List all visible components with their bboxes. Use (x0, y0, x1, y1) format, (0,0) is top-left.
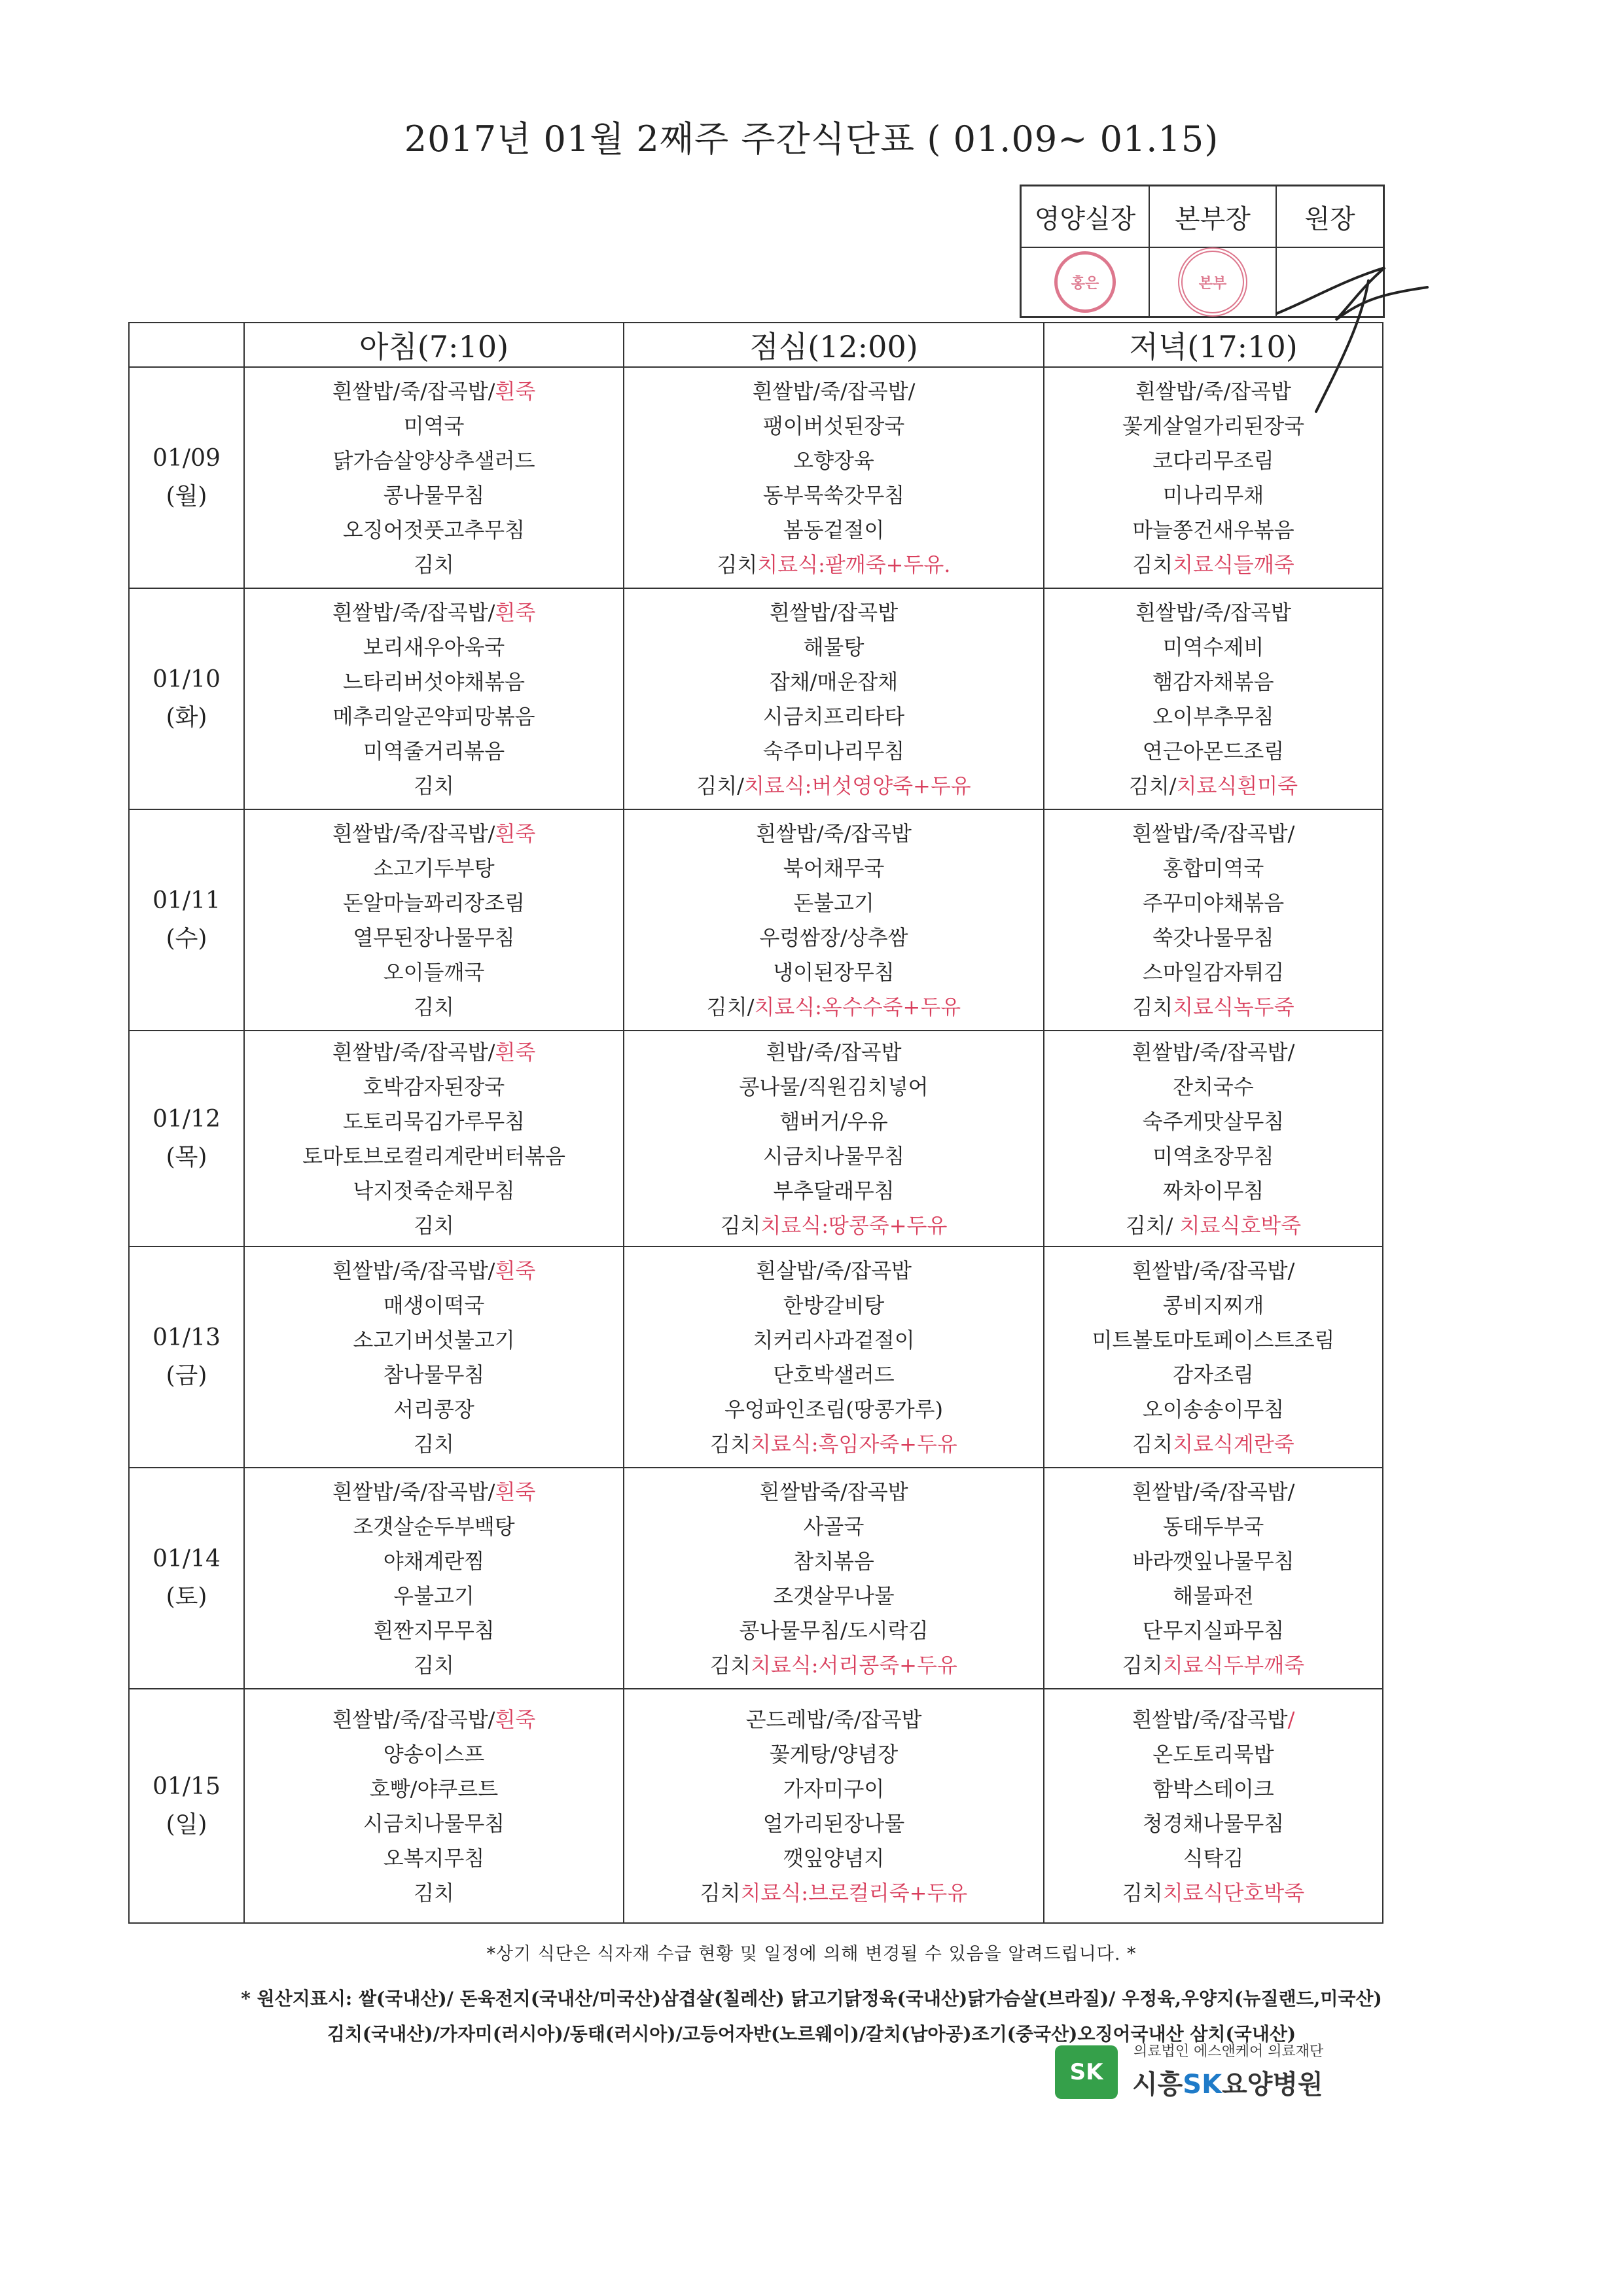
day-weekday: (목) (166, 1144, 207, 1171)
menu-item: 꽃게탕/양념장 (769, 1742, 899, 1767)
menu-item: 숙주게맛살무침 (1142, 1109, 1285, 1134)
menu-item: 김치치료식:팥깨죽+두유. (717, 552, 951, 577)
menu-item: 동부묵쑥갓무침 (762, 483, 905, 508)
menu-item: 냉이된장무침 (773, 960, 895, 985)
menu-item: 흰쌀밥/죽/잡곡밥/ (1132, 1258, 1295, 1283)
menu-item: 온도토리묵밥 (1152, 1742, 1274, 1767)
menu-item: 흰쌀밥/죽/잡곡밥/흰죽 (332, 1707, 536, 1732)
dinner-cell (1044, 367, 1383, 588)
menu-item: 스마일감자튀김 (1142, 960, 1285, 985)
logo-subtitle: 의료법인 에스앤케어 의료재단 (1133, 2043, 1324, 2060)
porridge-option: 흰죽 (495, 1707, 536, 1732)
menu-item: 흰쌀밥/죽/잡곡밥/흰죽 (332, 379, 536, 404)
menu-item: 야채계란찜 (383, 1549, 485, 1574)
breakfast-cell (244, 1031, 624, 1246)
menu-item: 조갯살순두부백탕 (353, 1514, 515, 1539)
menu-item: 잔치국수 (1173, 1074, 1254, 1099)
header-row (129, 323, 1383, 367)
menu-item: 김치/치료식흰미죽 (1128, 773, 1298, 798)
seal-stamp-icon: 본부 (1178, 247, 1247, 317)
day-date: 01/15 (152, 1773, 221, 1800)
menu-item: 사골국 (803, 1514, 865, 1539)
menu-item: 참치볶음 (793, 1549, 874, 1574)
hospital-logo (1055, 2039, 1382, 2111)
therapeutic-diet: 치료식흰미죽 (1176, 773, 1298, 798)
therapeutic-diet: 치료식:흑임자죽+두유 (751, 1432, 957, 1457)
menu-item: 단호박샐러드 (773, 1362, 895, 1387)
menu-item: 김치치료식:서리콩죽+두유 (710, 1653, 957, 1678)
day-weekday: (토) (166, 1583, 207, 1610)
seal-stamp-icon: 홍은 (1054, 251, 1116, 313)
porridge-option: 흰죽 (495, 379, 536, 404)
day-weekday: (화) (166, 704, 207, 731)
day-date: 01/11 (152, 887, 221, 914)
dinner-cell (1044, 809, 1383, 1031)
menu-item: 주꾸미야채볶음 (1142, 891, 1285, 915)
menu-item: 미역줄거리볶음 (363, 739, 505, 764)
menu-item: 호박감자된장국 (363, 1074, 505, 1099)
menu-item: 오복지무침 (383, 1846, 485, 1871)
porridge-option: 흰죽 (495, 1258, 536, 1283)
menu-item: 미역수제비 (1162, 635, 1264, 660)
menu-item: 오향장육 (793, 448, 874, 473)
table-row (129, 809, 1383, 1031)
menu-item: 흰살밥/죽/잡곡밥 (756, 1258, 912, 1283)
menu-item: 김치 (414, 1432, 454, 1457)
day-date: 01/09 (152, 445, 221, 472)
dinner-cell (1044, 1031, 1383, 1246)
table-row (129, 588, 1383, 809)
menu-item: 북어채무국 (783, 856, 885, 881)
therapeutic-diet: 치료식:버섯영양죽+두유 (743, 773, 971, 798)
menu-item: 흰쌀밥/죽/잡곡밥/흰죽 (332, 1040, 536, 1065)
day-cell (129, 1468, 244, 1689)
menu-item: 김치치료식:땅콩죽+두유 (720, 1213, 948, 1238)
menu-item: 돈알마늘꽈리장조림 (342, 891, 526, 915)
table-row (129, 1468, 1383, 1689)
menu-item: 참나물무침 (383, 1362, 485, 1387)
menu-item: 김치/ 치료식호박죽 (1125, 1213, 1302, 1238)
menu-item: 흰쌀밥/죽/잡곡밥/흰죽 (332, 600, 536, 625)
menu-item: 흰쌀밥/잡곡밥 (769, 600, 899, 625)
menu-item: 오이들깨국 (383, 960, 485, 985)
menu-item: 흰쌀밥/죽/잡곡밥/흰죽 (332, 1479, 536, 1504)
sk-logo-icon: SK (1055, 2045, 1118, 2099)
menu-item: 낙지젓죽순채무침 (353, 1178, 515, 1203)
menu-item: 깻잎양념지 (783, 1846, 885, 1871)
menu-item: 감자조림 (1173, 1362, 1254, 1387)
origin-line: * 원산지표시: 쌀(국내산)/ 돈육전지(국내산/미국산)삼겹살(칠레산) 닭고기닭정육(국내산)닭가슴살(브라질)/ 우정육,우양지(뉴질랜드,미국산) (241, 1988, 1382, 2009)
menu-item: 김치 (414, 995, 454, 1019)
menu-item: 홍합미역국 (1162, 856, 1264, 881)
menu-item: 흰쌀밥/죽/잡곡밥/흰죽 (332, 821, 536, 846)
therapeutic-diet: 치료식계란죽 (1173, 1432, 1294, 1457)
logo-name: 시흥SK요양병원 (1132, 2070, 1323, 2100)
dinner-cell (1044, 1689, 1383, 1923)
menu-item: 흰쌀밥/죽/잡곡밥/ (1132, 1707, 1295, 1732)
menu-item: 오이송송이무침 (1142, 1397, 1285, 1422)
porridge-option: 흰죽 (495, 600, 536, 625)
menu-item: 미트볼토마토페이스트조림 (1092, 1328, 1335, 1352)
menu-item: 김치 (414, 773, 454, 798)
menu-item: 햄감자채볶음 (1152, 669, 1274, 694)
menu-item: 양송이스프 (383, 1742, 485, 1767)
menu-item: 김치/치료식:버섯영양죽+두유 (696, 773, 971, 798)
menu-item: 김치치료식단호박죽 (1122, 1881, 1305, 1905)
breakfast-cell (244, 1689, 624, 1923)
approval-sign-chief (1277, 248, 1383, 316)
slash-mark: / (1287, 1707, 1295, 1732)
therapeutic-diet: 치료식:땅콩죽+두유 (760, 1213, 948, 1238)
menu-item: 해물파전 (1173, 1583, 1254, 1608)
approval-header-nutrition: 영양실장 (1022, 186, 1150, 248)
menu-item: 콩나물무침 (383, 483, 485, 508)
day-weekday: (월) (166, 483, 207, 510)
table-row (129, 367, 1383, 588)
origin-line: 김치(국내산)/가자미(러시아)/동태(러시아)/고등어자반(노르웨이)/갈치(남아공)조기(중국산)오징어국내산 삼치(국내산) (327, 2023, 1296, 2045)
page-title: 2017년 01월 2째주 주간식단표 ( 01.09~ 01.15) (404, 118, 1219, 160)
table-row (129, 1689, 1383, 1923)
lunch-cell (624, 1246, 1044, 1468)
menu-item: 시금치나물무침 (363, 1811, 505, 1836)
header-lunch: 점심(12:00) (624, 323, 1044, 367)
menu-item: 흰쌀밥/죽/잡곡밥/흰죽 (332, 1258, 536, 1283)
day-date: 01/12 (152, 1106, 221, 1133)
menu-item: 김치 (414, 1653, 454, 1678)
day-cell (129, 367, 244, 588)
menu-item: 흰쌀밥죽/잡곡밥 (759, 1479, 908, 1504)
approval-box (1020, 185, 1385, 318)
menu-item: 부추달래무침 (773, 1178, 895, 1203)
menu-item: 흰짠지무무침 (373, 1618, 495, 1643)
menu-item: 느타리버섯야채볶음 (342, 669, 526, 694)
menu-item: 우렁쌈장/상추쌈 (759, 925, 908, 950)
menu-item: 함박스테이크 (1152, 1776, 1274, 1801)
header-dinner: 저녁(17:10) (1044, 323, 1383, 367)
menu-item: 흰쌀밥/죽/잡곡밥/ (1132, 1479, 1295, 1504)
menu-item: 우엉파인조림(땅콩가루) (724, 1397, 944, 1422)
menu-item: 짜차이무침 (1162, 1178, 1264, 1203)
menu-item: 소고기버섯불고기 (353, 1328, 515, 1352)
menu-item: 흰밥/죽/잡곡밥 (766, 1040, 902, 1065)
menu-item: 김치 (414, 552, 454, 577)
porridge-option: 흰죽 (495, 1040, 536, 1065)
menu-item: 흰쌀밥/죽/잡곡밥/ (1132, 821, 1295, 846)
lunch-cell (624, 1031, 1044, 1246)
menu-item: 식탁김 (1183, 1846, 1244, 1871)
menu-item: 김치치료식두부깨죽 (1122, 1653, 1305, 1678)
menu-item: 호빵/야쿠르트 (369, 1776, 499, 1801)
lunch-cell (624, 1468, 1044, 1689)
table-row (129, 1246, 1383, 1468)
day-cell (129, 1031, 244, 1246)
therapeutic-diet: 치료식단호박죽 (1162, 1881, 1305, 1905)
menu-item: 햄버거/우유 (779, 1109, 888, 1134)
day-cell (129, 809, 244, 1031)
therapeutic-diet: 치료식:옥수수죽+두유 (754, 995, 961, 1019)
day-weekday: (수) (166, 925, 207, 952)
menu-item: 닭가슴살양상추샐러드 (332, 448, 535, 473)
menu-item: 흰쌀밥/죽/잡곡밥/ (1132, 1040, 1295, 1065)
menu-item: 돈불고기 (793, 891, 874, 915)
menu-item: 봄동겉절이 (783, 518, 885, 542)
menu-item: 토마토브로컬리계란버터볶음 (302, 1144, 565, 1169)
menu-item: 콩나물무침/도시락김 (739, 1618, 929, 1643)
menu-item: 서리콩장 (393, 1397, 474, 1422)
lunch-cell (624, 809, 1044, 1031)
approval-sign-director (1150, 248, 1277, 316)
menu-item: 치커리사과겉절이 (753, 1328, 915, 1352)
approval-header-chief: 원장 (1277, 186, 1383, 248)
therapeutic-diet: 치료식녹두죽 (1173, 995, 1294, 1019)
menu-item: 흰쌀밥/죽/잡곡밥 (1135, 600, 1291, 625)
menu-item: 조갯살무나물 (773, 1583, 895, 1608)
weekly-menu-table (128, 322, 1383, 1924)
lunch-cell (624, 1689, 1044, 1923)
menu-item: 청경채나물무침 (1142, 1811, 1285, 1836)
menu-item: 김치치료식녹두죽 (1132, 995, 1294, 1019)
breakfast-cell (244, 809, 624, 1031)
menu-item: 오징어젓풋고추무침 (342, 518, 526, 542)
menu-item: 곤드레밥/죽/잡곡밥 (745, 1707, 922, 1732)
menu-item: 얼가리된장나물 (762, 1811, 905, 1836)
therapeutic-diet: 치료식두부깨죽 (1162, 1653, 1305, 1678)
menu-item: 김치치료식:브로컬리죽+두유 (700, 1881, 968, 1905)
breakfast-cell (244, 588, 624, 809)
menu-item: 흰쌀밥/죽/잡곡밥 (1135, 379, 1291, 404)
header-breakfast: 아침(7:10) (244, 323, 624, 367)
menu-item: 꽃게살얼가리된장국 (1122, 414, 1305, 438)
therapeutic-diet: 치료식:브로컬리죽+두유 (740, 1881, 968, 1905)
approval-sign-nutrition (1022, 248, 1150, 316)
therapeutic-diet: 치료식:팥깨죽+두유. (757, 552, 951, 577)
menu-item: 매생이떡국 (383, 1293, 485, 1318)
porridge-option: 흰죽 (495, 821, 536, 846)
lunch-cell (624, 367, 1044, 588)
menu-item: 바라깻잎나물무침 (1132, 1549, 1294, 1574)
menu-item: 콩비지찌개 (1162, 1293, 1264, 1318)
dinner-cell (1044, 1468, 1383, 1689)
day-weekday: (일) (166, 1811, 207, 1838)
menu-item: 흰쌀밥/죽/잡곡밥/ (752, 379, 916, 404)
porridge-option: 흰죽 (495, 1479, 536, 1504)
breakfast-cell (244, 1246, 624, 1468)
breakfast-cell (244, 367, 624, 588)
approval-header-director: 본부장 (1150, 186, 1277, 248)
menu-item: 숙주미나리무침 (762, 739, 905, 764)
menu-item: 연근아몬드조림 (1142, 739, 1285, 764)
menu-item: 미역국 (403, 414, 465, 438)
day-weekday: (금) (166, 1362, 207, 1389)
menu-item: 김치치료식:흑임자죽+두유 (710, 1432, 957, 1457)
menu-item: 동태두부국 (1162, 1514, 1264, 1539)
menu-item: 우불고기 (393, 1583, 474, 1608)
therapeutic-diet: 치료식호박죽 (1179, 1213, 1302, 1238)
menu-item: 미역초장무침 (1152, 1144, 1274, 1169)
menu-item: 보리새우아욱국 (363, 635, 505, 660)
menu-item: 콩나물/직원김치넣어 (739, 1074, 929, 1099)
menu-item: 메추리알곤약피망볶음 (332, 704, 535, 729)
breakfast-cell (244, 1468, 624, 1689)
day-date: 01/10 (152, 666, 221, 693)
menu-item: 도토리묵김가루무침 (342, 1109, 526, 1134)
dinner-cell (1044, 588, 1383, 809)
menu-item: 김치치료식들깨죽 (1132, 552, 1294, 577)
day-date: 01/13 (152, 1324, 221, 1351)
menu-item: 김치 (414, 1881, 454, 1905)
header-day (129, 323, 244, 367)
change-notice: *상기 식단은 식자재 수급 현황 및 일정에 의해 변경될 수 있음을 알려드립니다. * (486, 1944, 1137, 1964)
dinner-cell (1044, 1246, 1383, 1468)
menu-item: 해물탕 (803, 635, 865, 660)
menu-item: 미나리무채 (1162, 483, 1264, 508)
therapeutic-diet: 치료식들깨죽 (1173, 552, 1294, 577)
day-date: 01/14 (152, 1545, 221, 1572)
therapeutic-diet: 치료식:서리콩죽+두유 (751, 1653, 957, 1678)
menu-item: 코다리무조림 (1152, 448, 1274, 473)
day-cell (129, 588, 244, 809)
menu-item: 시금치나물무침 (762, 1144, 905, 1169)
menu-item: 단무지실파무침 (1142, 1618, 1285, 1643)
table-row (129, 1031, 1383, 1246)
menu-item: 한방갈비탕 (783, 1293, 885, 1318)
menu-item: 가자미구이 (783, 1776, 885, 1801)
menu-item: 마늘쫑건새우볶음 (1132, 518, 1294, 542)
lunch-cell (624, 588, 1044, 809)
menu-item: 팽이버섯된장국 (762, 414, 905, 438)
menu-item: 김치/치료식:옥수수죽+두유 (706, 995, 961, 1019)
menu-item: 오이부추무침 (1152, 704, 1274, 729)
menu-item: 김치치료식계란죽 (1132, 1432, 1294, 1457)
menu-item: 흰쌀밥/죽/잡곡밥 (756, 821, 912, 846)
menu-item: 열무된장나물무침 (353, 925, 515, 950)
menu-item: 잡채/매운잡채 (769, 669, 899, 694)
day-cell (129, 1689, 244, 1923)
menu-item: 쑥갓나물무침 (1152, 925, 1274, 950)
menu-item: 시금치프리타타 (762, 704, 905, 729)
menu-item: 김치 (414, 1213, 454, 1238)
menu-item: 소고기두부탕 (373, 856, 495, 881)
day-cell (129, 1246, 244, 1468)
